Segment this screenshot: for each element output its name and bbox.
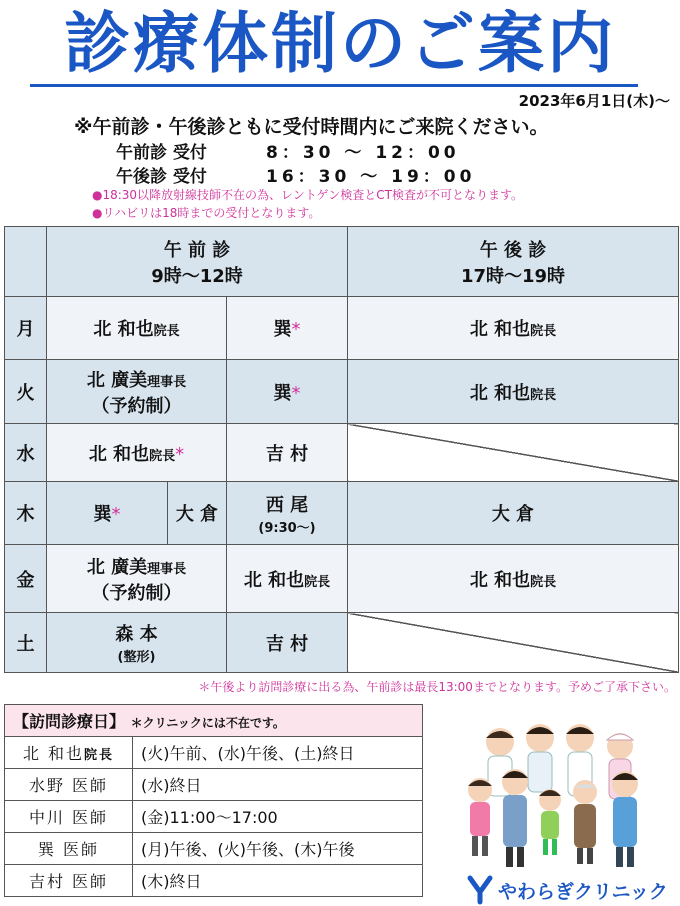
visit-days: (月)午後、(火)午後、(木)午後: [133, 833, 423, 865]
effective-date: 2023年6月1日(木)～: [518, 92, 670, 110]
day-sat: 土: [5, 613, 47, 673]
wed-am-doctor2: 吉 村: [227, 424, 348, 482]
pm-reception-time: 16：30 ～ 19：00: [266, 167, 476, 187]
day-tue: 火: [5, 360, 47, 424]
table-row: [5, 424, 679, 482]
thu-am-doctor2: 大 倉: [168, 482, 227, 545]
day-fri: 金: [5, 545, 47, 613]
am-reception-label: 午前診 受付: [116, 143, 207, 163]
reception-notice: ※午前診・午後診ともに受付時間内にご来院ください。: [74, 116, 549, 138]
day-wed: 水: [5, 424, 47, 482]
visit-doctor-name: 吉村 医師: [5, 865, 133, 897]
visit-days: (火)午前、(水)午後、(土)終日: [133, 737, 423, 769]
am-header: [47, 227, 348, 297]
clinic-name: やわらぎクリニック: [498, 881, 668, 903]
table-header-row: [5, 227, 679, 297]
pm-header-label: 午 後 診: [479, 239, 547, 261]
fri-am-doctor1: 北 廣美理事長 （予約制）: [47, 545, 227, 613]
thu-am-doctor3: 西 尾 (9:30～): [227, 482, 348, 545]
visit-doctor-name: 中川 医師: [5, 801, 133, 833]
title-underline: [30, 84, 638, 87]
day-thu: 木: [5, 482, 47, 545]
am-header-label: 午 前 診: [163, 239, 231, 261]
visit-subtitle: ＊クリニックには不在です。: [130, 716, 285, 730]
rehab-note: ●リハビリは18時までの受付となります。: [92, 206, 321, 220]
tue-am-doctor2: 巽*: [227, 360, 348, 424]
thu-pm-doctor: 大 倉: [348, 482, 679, 545]
table-row: [5, 769, 423, 801]
mon-pm-doctor: 北 和也院長: [348, 297, 679, 360]
xray-note: ●18:30以降放射線技師不在の為、レントゲン検査とCT検査が不可となります。: [92, 188, 524, 202]
visit-header: [5, 705, 423, 737]
wed-am-doctor1: 北 和也院長*: [47, 424, 227, 482]
table-row: [5, 360, 679, 424]
visit-doctor-name: 水野 医師: [5, 769, 133, 801]
table-row: [5, 482, 679, 545]
visit-schedule-table: [4, 704, 423, 897]
visit-days: (水)終日: [133, 769, 423, 801]
table-row: [5, 737, 423, 769]
page-title: 診療体制のご案内: [64, 5, 616, 82]
pm-header: [348, 227, 679, 297]
table-row: [5, 613, 679, 673]
yawaragi-logo-icon: [470, 878, 490, 902]
sat-pm-closed: [348, 613, 679, 673]
wed-pm-closed: [348, 424, 679, 482]
am-reception-time: 8：30 ～ 12：00: [266, 143, 460, 163]
visit-header-row: [5, 705, 423, 737]
day-mon: 月: [5, 297, 47, 360]
table-row: [5, 801, 423, 833]
thu-am-doctor1: 巽*: [47, 482, 168, 545]
sat-am-doctor2: 吉 村: [227, 613, 348, 673]
pm-header-time: 17時～19時: [460, 265, 566, 287]
fri-am-doctor2: 北 和也院長: [227, 545, 348, 613]
corner-cell: [5, 227, 47, 297]
table-row: [5, 545, 679, 613]
tue-pm-doctor: 北 和也院長: [348, 360, 679, 424]
tue-am-doctor1: 北 廣美理事長 （予約制）: [47, 360, 227, 424]
table-row: [5, 833, 423, 865]
clinic-logo: [470, 878, 668, 903]
table-row: [5, 297, 679, 360]
visit-title: 【訪問診療日】: [13, 712, 126, 731]
am-reception-hours: [116, 138, 460, 163]
visit-doctor-name: 北 和也院長: [5, 737, 133, 769]
pm-reception-label: 午後診 受付: [116, 167, 207, 187]
schedule-table: [4, 226, 679, 673]
visit-days: (木)終日: [133, 865, 423, 897]
pm-reception-hours: [116, 162, 475, 187]
clinic-staff-illustration: [440, 720, 670, 906]
people-group-icon: [468, 724, 638, 867]
closing-time-footnote: ＊午後より訪問診療に出る為、午前診は最長13:00までとなります。予めご了承下さい。: [198, 680, 676, 694]
sat-am-doctor1: 森 本 (整形): [47, 613, 227, 673]
mon-am-doctor1: 北 和也院長: [47, 297, 227, 360]
table-row: [5, 865, 423, 897]
visit-doctor-name: 巽 医師: [5, 833, 133, 865]
visit-days: (金)11:00～17:00: [133, 801, 423, 833]
fri-pm-doctor: 北 和也院長: [348, 545, 679, 613]
am-header-time: 9時～12時: [151, 265, 243, 287]
mon-am-doctor2: 巽*: [227, 297, 348, 360]
